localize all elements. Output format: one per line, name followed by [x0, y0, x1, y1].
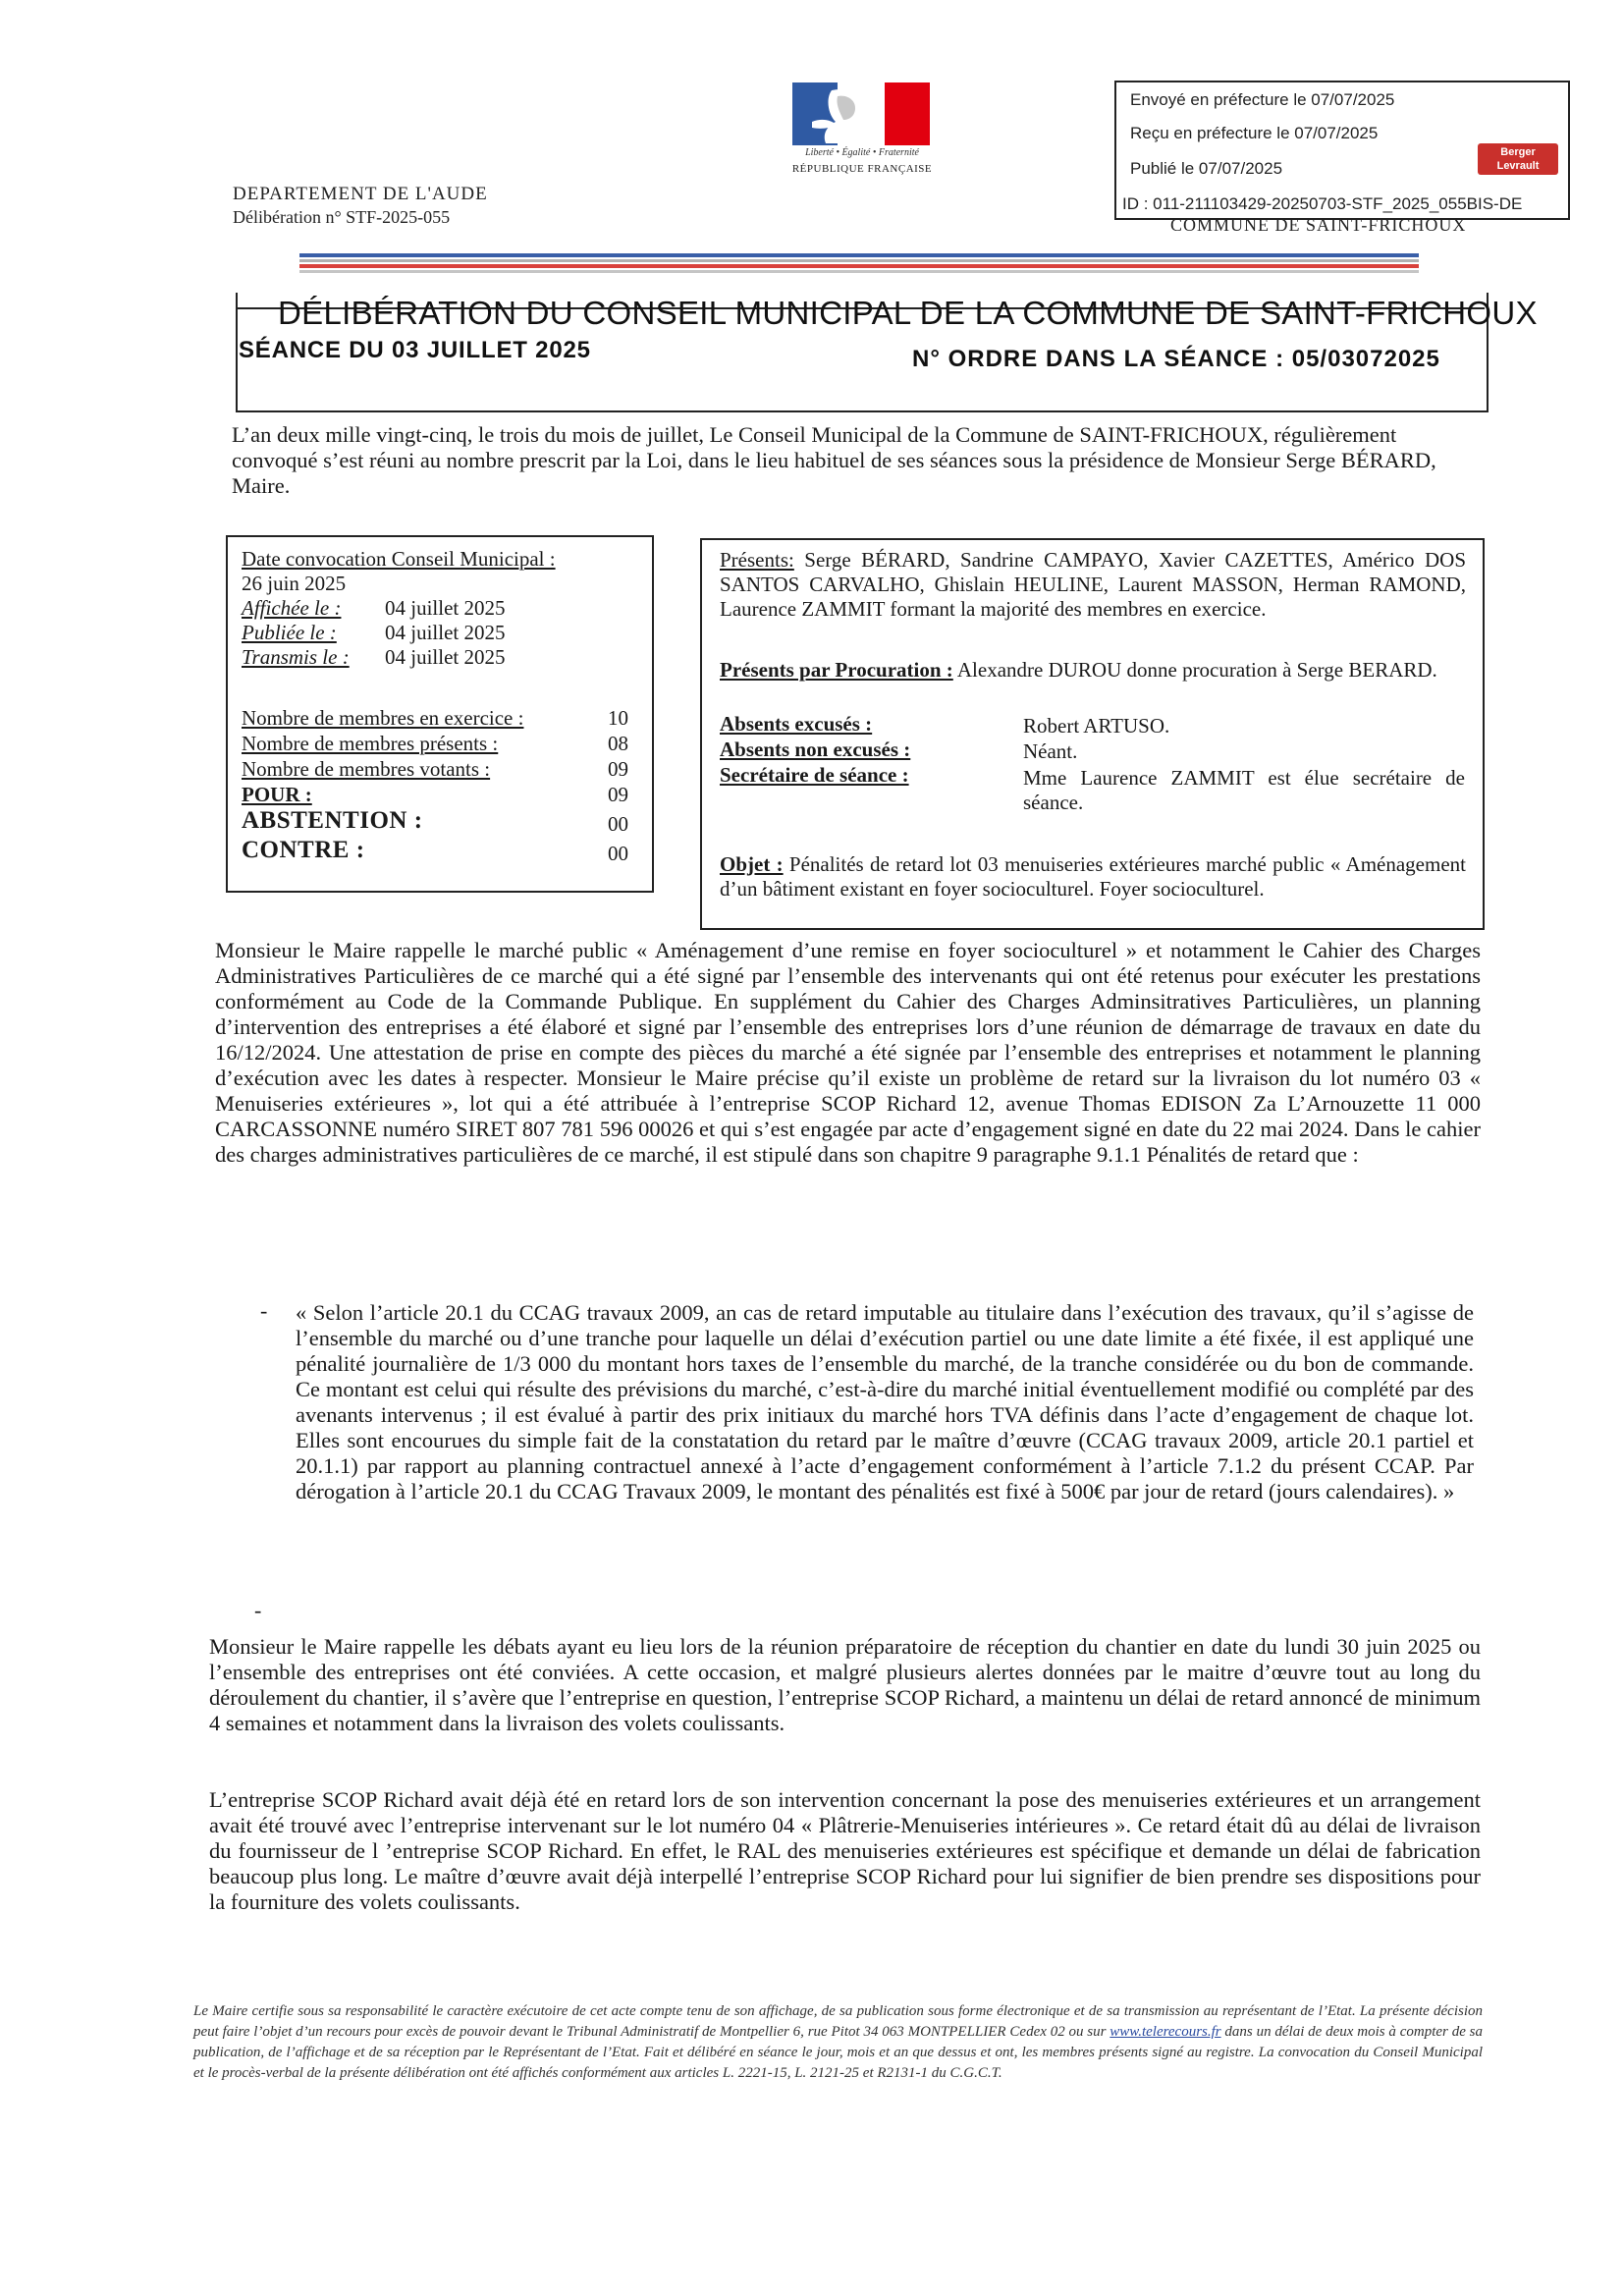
body-paragraph-1: Monsieur le Maire rappelle le marché public « Aménagement d’une remise en foyer socioculturel » et notamment le Cahier des Charges Administratives Particulières de ce marché qui a été signé par l’ensemble des intervenants qui ont été retenus pour exécuter les prestations conformément au Code de la Commande Publique. En supplément du Cahier des Charges Adminsitratives Particulières, un planning d’intervention des entreprises a été élaboré et signé par l’ensemble des entreprises lors d’une réunion de démarrage de travaux en date du 16/12/2024. Une attestation de prise en compte des pièces du marché a été signée par l’ensemble des entreprises et notamment le planning d’exécution avec les dates à respecter. Monsieur le Maire précise qu’il existe un problème de retard sur la livraison du lot numéro 03 « Menuiseries extérieures », lot qui a été attribuée à l’entreprise SCOP Richard 12, avenue Thomas EDISON Za L’Arnouzette 11 000 CARCASSONNE numéro SIRET 807 781 596 00026 et qui s’est engagée par acte d’engagement signé en date du 22 mai 2024. Dans le cahier des charges administratives particulières de ce marché, il est stipulé dans son chapitre 9 paragraphe 9.1.1 Pénalités de retard que : — [215, 938, 1481, 1167]
berger-levrault-logo: Berger Levrault — [1478, 143, 1558, 175]
seance-date: SÉANCE DU 03 JUILLET 2025 — [239, 337, 591, 363]
presents-block — [720, 548, 1466, 622]
list-bullet: - — [260, 1298, 268, 1323]
absents-non-text: Néant. — [1023, 739, 1078, 763]
deliberation-title: DÉLIBÉRATION DU CONSEIL MUNICIPAL DE LA COMMUNE DE SAINT-FRICHOUX — [278, 295, 1538, 331]
footer-text-2: dans un délai de deux mois à compter de sa publication, de l’affichage et de sa réception par le Représentant de l’Etat. Fait et délibéré en séance le jour, mois et an que dessus et ont, les membres présents signé au registre. La convocation du Conseil Municipal et le procès-verbal de la présente délibération ont été affichés conformément aux articles L. 2221-15, L. 2121-25 et R2131-1 du C.G.C.T. — [193, 2024, 1483, 2081]
pour-label: POUR : — [242, 783, 312, 806]
telerecours-link[interactable]: www.telerecours.fr — [1110, 2024, 1221, 2040]
body-paragraph-2: Monsieur le Maire rappelle les débats ayant eu lieu lors de la réunion préparatoire de réception du chantier en date du lundi 30 juin 2025 ou l’ensemble des entreprises ont été conviées. A cette occasion, et malgré plusieurs alertes données par le maitre d’œuvre tout au long du déroulement du chantier, il s’avère que l’entreprise en question, l’entreprise SCOP Richard, a maintenu un délai de retard annoncé de minimum 4 semaines et notamment dans la livraison des volets coulissants. — [209, 1634, 1481, 1735]
ordre-number: N° ORDRE DANS LA SÉANCE : 05/03072025 — [912, 346, 1440, 372]
date-convocation-label: Date convocation Conseil Municipal : — [242, 547, 556, 571]
absents-label: Absents excusés : — [720, 712, 873, 736]
objet-label: Objet : — [720, 852, 784, 876]
ccap-quote: « Selon l’article 20.1 du CCAG travaux 2009, an cas de retard imputable au titulaire dans l’exécution des travaux, qu’il s’agisse de l’ensemble du marché ou d’une tranche pour laquelle un délai d’exécution partiel ou une date limite a été fixée, il est appliqué une pénalité journalière de 1/3 000 du montant hors taxes de l’ensemble du marché, de la tranche considérée ou du bon de commande. Ce montant est celui qui résulte des prévisions du marché, c’est-à-dire du marché initial éventuellement modifié ou complété par des avenants intervenus ; il est évalué à partir des prix initiaux du marché hors TVA définis dans l’acte d’engagement de chaque lot. Elles sont encourues du simple fait de la constatation du retard par le maître d’œuvre (CCAG travaux 2009, article 20.1 partiel et 20.1.1) par rapport au planning contractuel annexé à l’acte d’engagement conformément à l’article 7.1.2 du présent CCAP. Par dérogation à l’article 20.1 du CCAG Travaux 2009, le montant des pénalités est fixé à 500€ par jour de retard (jours calendaires). » — [296, 1300, 1474, 1503]
attendance-box — [700, 538, 1485, 930]
abstention-label: ABSTENTION : — [242, 807, 423, 834]
republique-label: RÉPUBLIQUE FRANÇAISE — [791, 163, 933, 175]
abstention-value: 00 — [608, 812, 628, 836]
affichee-label: Affichée le : — [242, 596, 342, 620]
session-info-box — [226, 535, 654, 893]
absents-non-label: Absents non excusés : — [720, 738, 911, 761]
commune-label: COMMUNE DE SAINT-FRICHOUX — [1170, 215, 1467, 235]
procuration-text: Alexandre DUROU donne procuration à Serge BERARD. — [952, 658, 1437, 682]
footer-legal-notice — [193, 2001, 1483, 2084]
republique-francaise-logo — [779, 82, 946, 181]
membres-votants-label: Nombre de membres votants : — [242, 757, 491, 781]
stamp-recu: Reçu en préfecture le 07/07/2025 — [1130, 124, 1379, 142]
stamp-publie: Publié le 07/07/2025 — [1130, 159, 1283, 178]
stamp-id: ID : 011-211103429-20250703-STF_2025_055BIS-DE — [1122, 194, 1523, 213]
deliberation-number: Délibération n° STF-2025-055 — [233, 207, 451, 227]
departement-label: DEPARTEMENT DE L'AUDE — [233, 184, 488, 204]
secretaire-text: Mme Laurence ZAMMIT est élue secrétaire de séance. — [1023, 766, 1465, 814]
secretaire-label: Secrétaire de séance : — [720, 763, 909, 787]
procuration-label: Présents par Procuration : — [720, 658, 953, 682]
publiee-label: Publiée le : — [242, 621, 337, 644]
tricolor-separator — [299, 253, 1419, 279]
objet-text: Pénalités de retard lot 03 menuiseries extérieures marché public « Aménagement d’un bâtiment existant en foyer socioculturel. Foyer socioculturel. — [720, 852, 1466, 901]
membres-presents-label: Nombre de membres présents : — [242, 732, 499, 755]
membres-votants-value: 09 — [608, 757, 628, 781]
publiee-value: 04 juillet 2025 — [385, 621, 506, 644]
transmis-value: 04 juillet 2025 — [385, 645, 506, 669]
affichee-value: 04 juillet 2025 — [385, 596, 506, 620]
footer-text-1: Le Maire certifie sous sa responsabilité le caractère exécutoire de cet acte compte tenu de son affichage, de sa publication sous forme électronique et de sa transmission au représentant de l’Etat. La présente décision peut faire l’objet d’un recours pour excès de pouvoir devant le Tribunal Administratif de Montpellier 6, rue Pitot 34 063 MONTPELLIER Cedex 02 ou sur — [193, 2003, 1483, 2040]
contre-label: CONTRE : — [242, 837, 365, 863]
contre-value: 00 — [608, 842, 628, 865]
membres-exercice-value: 10 — [608, 706, 628, 730]
list-bullet: - — [254, 1598, 262, 1622]
membres-exercice-label: Nombre de membres en exercice : — [242, 706, 524, 730]
stamp-envoye: Envoyé en préfecture le 07/07/2025 — [1130, 90, 1395, 109]
procuration-block — [720, 658, 1466, 683]
intro-paragraph: L’an deux mille vingt-cinq, le trois du mois de juillet, Le Conseil Municipal de la Commune de SAINT-FRICHOUX, régulièrement convoqué s’est réuni au nombre prescrit par la Loi, dans le lieu habituel de ses séances sous la présidence de Monsieur Serge BÉRARD, Maire. — [232, 422, 1436, 498]
marianne-icon — [792, 82, 930, 145]
date-convocation-value: 26 juin 2025 — [242, 572, 347, 595]
absents-text: Robert ARTUSO. — [1023, 714, 1170, 738]
pour-value: 09 — [608, 783, 628, 806]
presents-text: Serge BÉRARD, Sandrine CAMPAYO, Xavier CAZETTES, Américo DOS SANTOS CARVALHO, Ghislain HEULINE, Laurent MASSON, Herman RAMOND, Laurence ZAMMIT formant la majorité des membres en exercice. — [720, 548, 1466, 621]
body-paragraph-3: L’entreprise SCOP Richard avait déjà été en retard lors de son intervention concernant la pose des menuiseries extérieures et un arrangement avait été trouvé avec l’entreprise intervenant sur le lot numéro 04 « Plâtrerie-Menuiseries intérieures ». Ce retard était dû au délai de livraison du fournisseur de l ’entreprise SCOP Richard. En effet, le RAL des menuiseries extérieures est spécifique et demande un délai de fabrication beaucoup plus long. Le maître d’œuvre avait déjà interpellé l’entreprise SCOP Richard pour lui signifier de bien prendre ses dispositions pour la fourniture des volets coulissants. — [209, 1787, 1481, 1914]
prefecture-stamp — [1114, 81, 1570, 220]
objet-block — [720, 852, 1466, 902]
republique-motto: Liberté • Égalité • Fraternité — [805, 147, 919, 158]
transmis-label: Transmis le : — [242, 645, 350, 669]
presents-label: Présents: — [720, 548, 794, 572]
membres-presents-value: 08 — [608, 732, 628, 755]
